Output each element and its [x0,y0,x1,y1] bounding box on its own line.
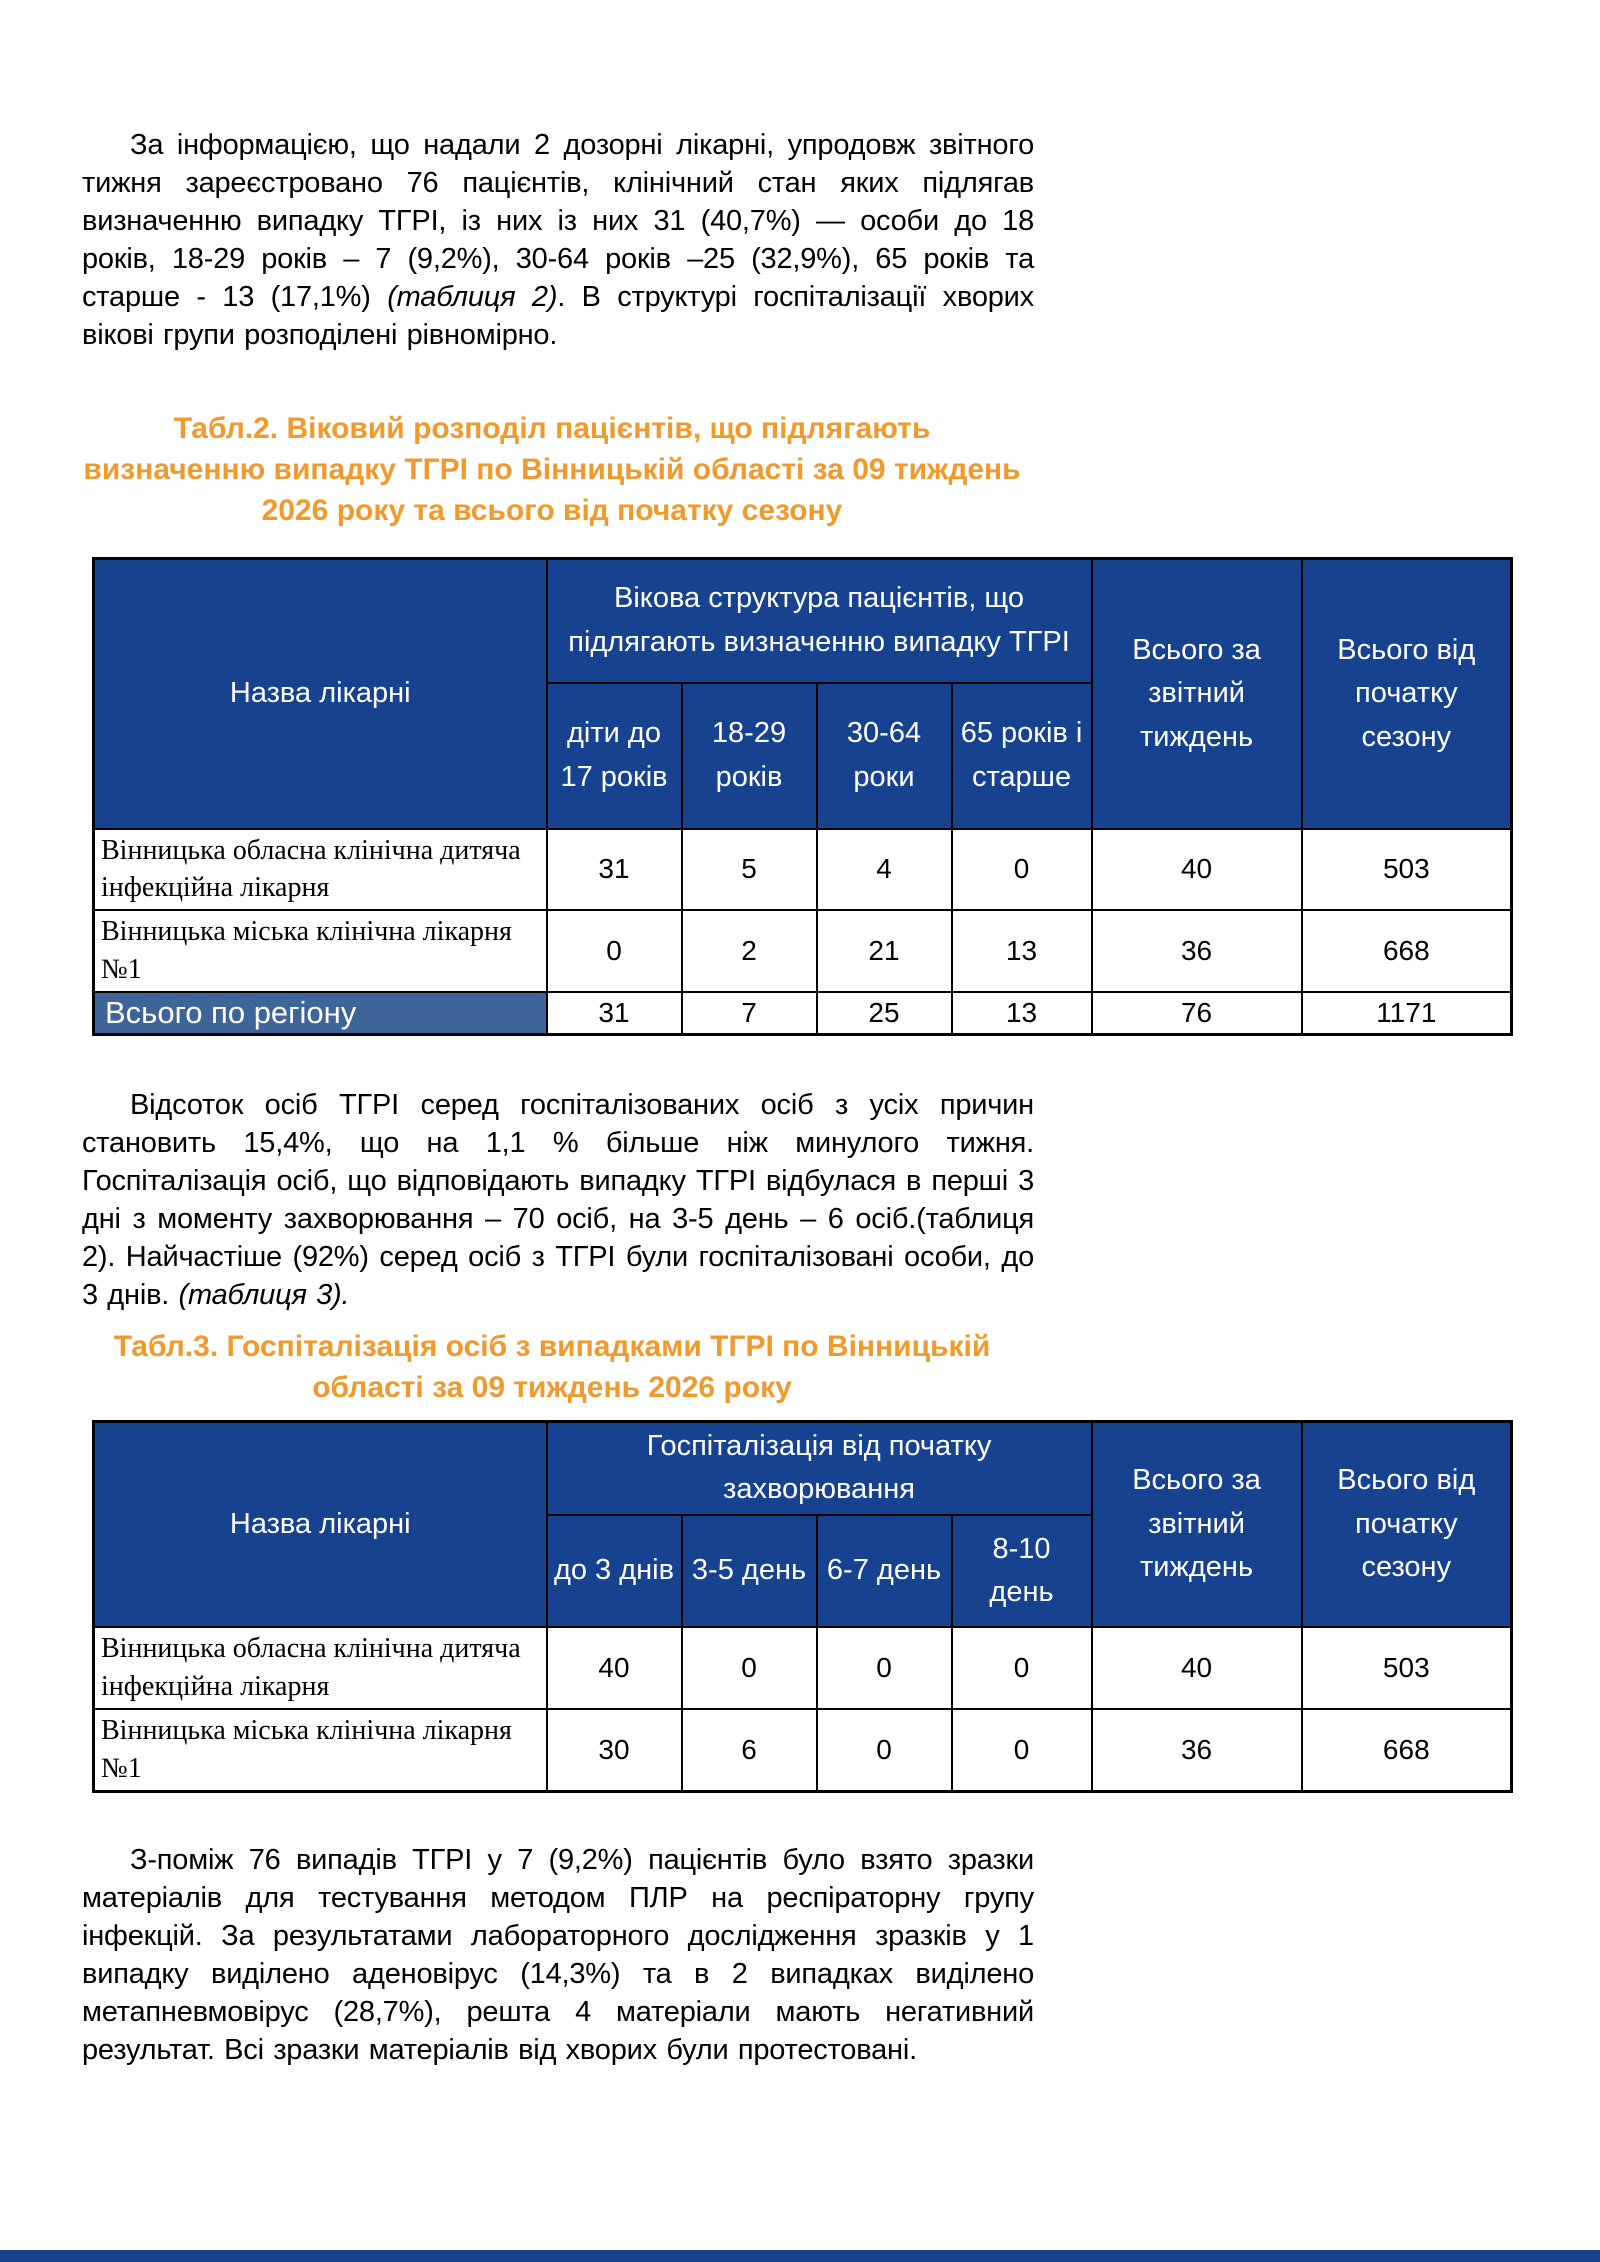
value-cell: 668 [1302,910,1512,992]
header-age-children: діти до 17 років [547,683,682,829]
value-cell: 0 [817,1627,952,1709]
paragraph-hospitalization-text: Відсоток осіб ТГРІ серед госпіталізованих осіб з усіх причин становить 15,4%, що на 1,1 % більше ніж минулого тижня. Госпіталізація осіб, що відповідають випадку ТГРІ відбулася в перші 3 дні з моменту захворювання – 70 осіб, на 3-5 день – 6 осіб.(таблиця 2). Найчастіше (92%) серед осіб з ТГРІ були госпіталізовані особи, до 3 днів. [82,1088,1034,1311]
table2-title: Табл.2. Віковий розподіл пацієнтів, що підлягають визначенню випадку ТГРІ по Вінницькій області за 09 тиждень 2026 року та всього від початку сезону [83,412,1021,527]
header-week-total: Всього за звітний тиждень [1092,559,1302,829]
paragraph-intro-text-end: . В структурі госпіталізації хворих вікові групи розподілені рівномірно. [82,281,1034,351]
value-cell: 13 [952,992,1092,1035]
hospital-name-cell: Вінницька міська клінічна лікарня №1 [94,910,547,992]
header-week-total: Всього за звітний тиждень [1092,1421,1302,1627]
table-total-row [94,992,1512,1035]
table3-title: Табл.3. Госпіталізація осіб з випадками ТГРІ по Вінницькій області за 09 тиждень 2026 року [113,1329,991,1404]
value-cell: 0 [547,910,682,992]
header-season-total: Всього від початку сезону [1302,1421,1512,1627]
header-days-8-10: 8-10 день [952,1515,1092,1627]
value-cell: 0 [682,1627,817,1709]
value-cell: 40 [1092,1627,1302,1709]
value-cell: 21 [817,910,952,992]
value-cell: 6 [682,1709,817,1791]
value-cell: 0 [952,1709,1092,1791]
table-age-distribution [92,557,1513,1036]
value-cell: 30 [547,1709,682,1791]
value-cell: 0 [952,829,1092,911]
table-hospitalization-timing [92,1420,1513,1793]
paragraph-lab-results-text: З-поміж 76 випадів ТГРІ у 7 (9,2%) пацієнтів було взято зразки матеріалів для тестування методом ПЛР на респіраторну групу інфекцій. За результатами лабораторного дослідження зразків у 1 випадку виділено аденовірус (14,3%) та в 2 випадках виділено метапневмовірус (28,7%), решта 4 матеріали мають негативний результат. Всі зразки матеріалів від хворих були протестовані. [82,1843,1034,2066]
paragraph-lab-results [82,1841,1034,2069]
value-cell: 40 [547,1627,682,1709]
hospital-name-cell: Вінницька обласна клінічна дитяча інфекційна лікарня [94,829,547,911]
value-cell: 503 [1302,1627,1512,1709]
value-cell: 2 [682,910,817,992]
value-cell: 76 [1092,992,1302,1035]
paragraph-intro [82,126,1034,354]
hospital-name-cell: Вінницька міська клінічна лікарня №1 [94,1709,547,1791]
value-cell: 503 [1302,829,1512,911]
table3-reference: (таблиця 3). [178,1278,350,1311]
page-content [0,126,1600,2069]
header-age-65-plus: 65 років і старше [952,683,1092,829]
header-age-structure-group: Вікова структура пацієнтів, що підлягають визначенню випадку ТГРІ [547,559,1092,683]
value-cell: 36 [1092,1709,1302,1791]
value-cell: 4 [817,829,952,911]
header-hospital-column: Назва лікарні [94,559,547,829]
table-header-row-1 [94,559,1512,683]
header-hospitalization-group: Госпіталізація від початку захворювання [547,1421,1092,1515]
paragraph-intro-text: За інформацією, що надали 2 дозорні лікарні, упродовж звітного тижня зареєстровано 76 пацієнтів, клінічний стан яких підлягав визначенню випадку ТГРІ, із них із них 31 (40,7%) — особи до 18 років, 18-29 років – 7 (9,2%), 30-64 років –25 (32,9%), 65 років та старше - 13 (17,1%) [82,129,1034,313]
value-cell: 31 [547,992,682,1035]
header-age-30-64: 30-64 роки [817,683,952,829]
table2-reference: (таблиця 2) [387,281,558,313]
header-days-3-5: 3-5 день [682,1515,817,1627]
value-cell: 1171 [1302,992,1512,1035]
value-cell: 31 [547,829,682,911]
page-footer-bar [0,2250,1600,2262]
value-cell: 0 [817,1709,952,1791]
header-days-0-3: до 3 днів [547,1515,682,1627]
total-label-cell: Всього по регіону [94,992,547,1035]
value-cell: 36 [1092,910,1302,992]
value-cell: 5 [682,829,817,911]
header-season-total: Всього від початку сезону [1302,559,1512,829]
header-days-6-7: 6-7 день [817,1515,952,1627]
value-cell: 668 [1302,1709,1512,1791]
table-row [94,910,1512,992]
table-row [94,829,1512,911]
header-hospital-column: Назва лікарні [94,1421,547,1627]
header-age-18-29: 18-29 років [682,683,817,829]
value-cell: 25 [817,992,952,1035]
hospital-name-cell: Вінницька обласна клінічна дитяча інфекційна лікарня [94,1627,547,1709]
paragraph-hospitalization [82,1086,1034,1314]
value-cell: 13 [952,910,1092,992]
table-row [94,1709,1512,1791]
table-header-row-1 [94,1421,1512,1515]
table-row [94,1627,1512,1709]
value-cell: 0 [952,1627,1092,1709]
value-cell: 40 [1092,829,1302,911]
value-cell: 7 [682,992,817,1035]
